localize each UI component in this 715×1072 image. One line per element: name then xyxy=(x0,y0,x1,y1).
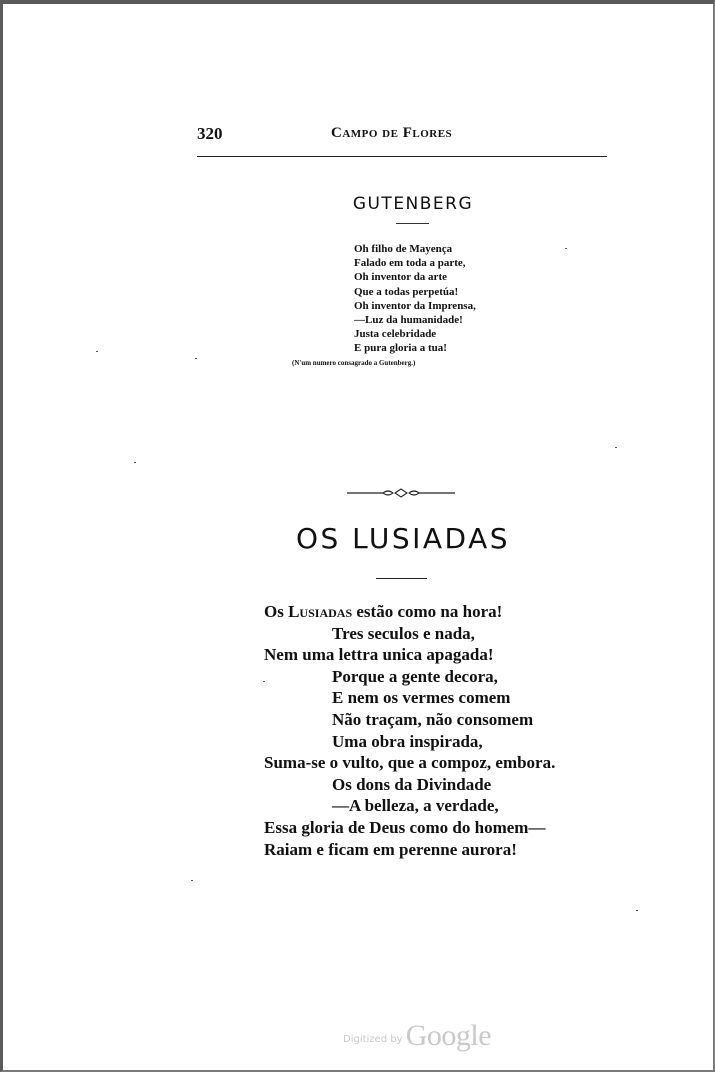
paper-speck xyxy=(134,462,136,463)
poem-line: Não traçam, não consomem xyxy=(332,709,534,729)
ornament-divider xyxy=(347,486,455,500)
title-rule xyxy=(396,223,429,224)
poem-line: Uma obra inspirada, xyxy=(332,731,483,751)
poem-line: —A belleza, a verdade, xyxy=(332,796,499,816)
footnote: (N'um numero consagrado a Gutenberg.) xyxy=(292,359,416,367)
poem-line: —Luz da humanidade! xyxy=(354,314,463,327)
digitized-watermark xyxy=(343,1019,491,1053)
running-title: Campo de Flores xyxy=(331,125,453,141)
paper-speck xyxy=(565,248,567,249)
poem-line: Falado em toda a parte, xyxy=(354,257,466,270)
poem-line: Raiam e ficam em perenne aurora! xyxy=(264,839,517,859)
paper-speck xyxy=(615,447,617,448)
poem-line xyxy=(264,601,555,623)
poem-line-start: Os xyxy=(264,602,289,621)
paper-speck xyxy=(191,880,193,881)
poem-line: Oh filho de Mayença xyxy=(354,243,453,255)
poem-line: Oh inventor da arte xyxy=(354,271,447,284)
running-head xyxy=(197,122,607,157)
poem-line: E pura gloria a tua! xyxy=(354,342,447,355)
poem-line: Nem uma lettra unica apagada! xyxy=(264,645,494,665)
poem-line: Os dons da Divindade xyxy=(332,774,492,794)
poem-line: Porque a gente decora, xyxy=(332,666,498,686)
watermark-brand: Google xyxy=(405,1019,492,1052)
poem-line: Justa celebridade xyxy=(354,328,437,341)
poem-title-gutenberg: GUTENBERG xyxy=(352,194,474,214)
watermark-prefix: Digitized by xyxy=(343,1034,406,1045)
poem-line: Essa gloria de Deus como do homem— xyxy=(264,817,546,837)
poem-line: Que a todas perpetúa! xyxy=(354,285,459,298)
poem-lusiadas xyxy=(264,601,555,860)
paper-speck xyxy=(195,358,197,359)
poem-line-end: estão como na hora! xyxy=(352,602,503,621)
page-number: 320 xyxy=(197,124,223,143)
poem-line: Tres seculos e nada, xyxy=(332,623,475,643)
poem-gutenberg xyxy=(354,242,476,356)
poem-title-lusiadas: OS LUSIADAS xyxy=(295,522,511,555)
poem-line: Suma-se o vulto, que a compoz, embora. xyxy=(264,753,556,773)
poem-line: E nem os vermes comem xyxy=(332,688,511,708)
title-reference: Lusiadas xyxy=(288,602,353,621)
paper-speck xyxy=(263,681,265,682)
paper-speck xyxy=(636,910,638,911)
paper-speck xyxy=(96,351,98,352)
title-rule xyxy=(376,578,427,579)
poem-line: Oh inventor da Imprensa, xyxy=(354,299,476,312)
